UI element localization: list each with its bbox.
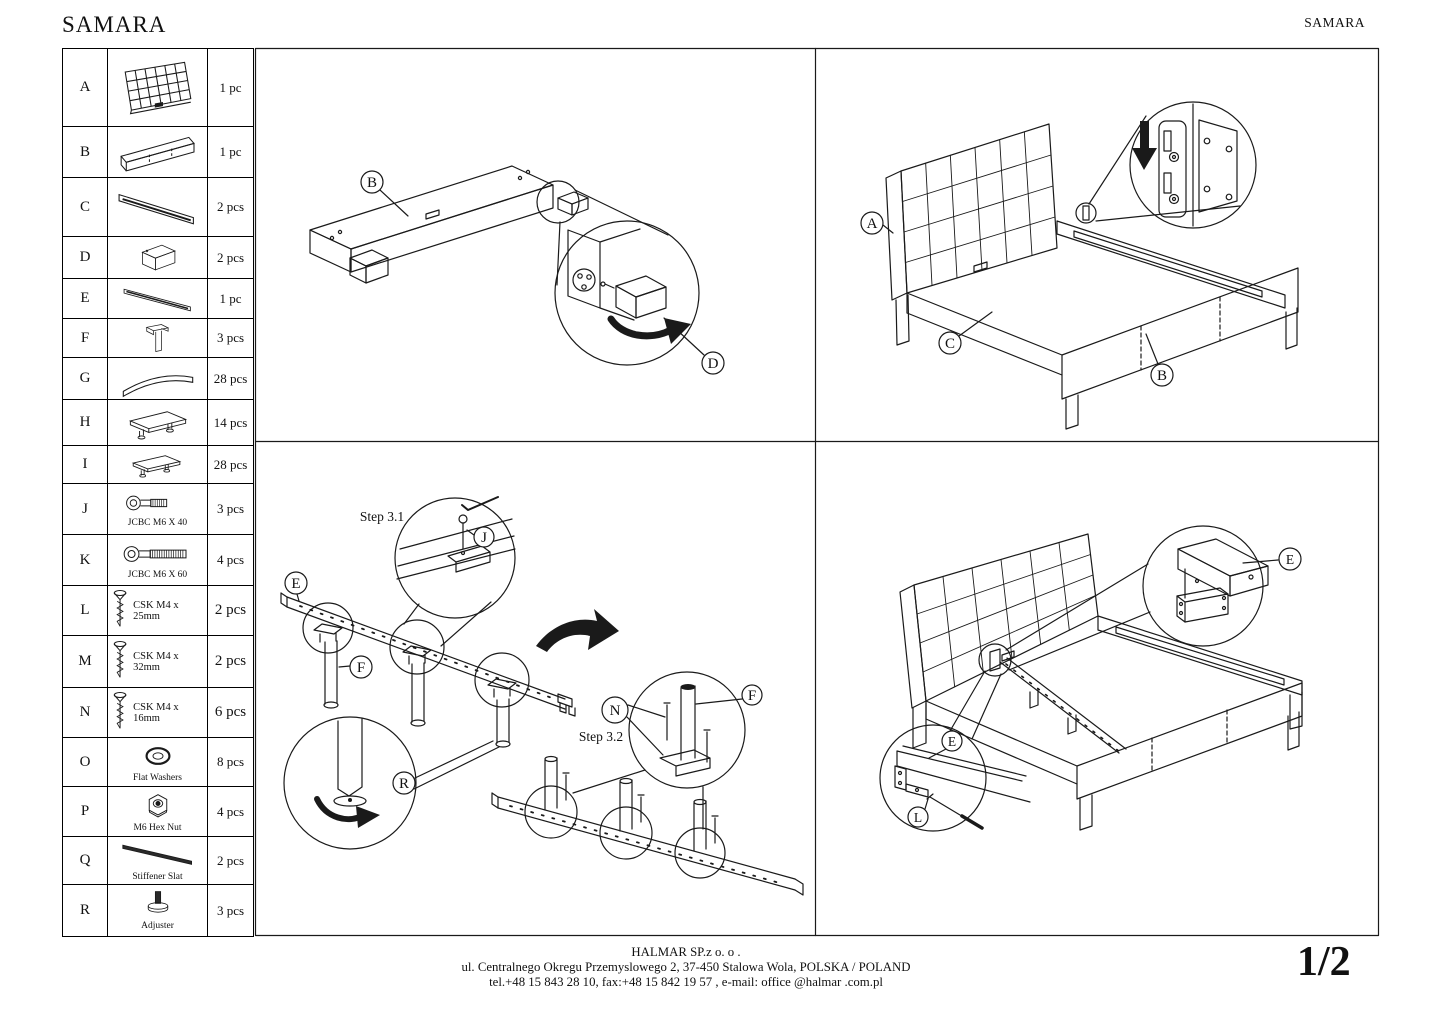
svg-text:F: F	[747, 688, 757, 704]
svg-text:J: J	[481, 530, 487, 546]
step2-frame-assembly-diagram	[883, 102, 1298, 429]
part-note: Flat Washers	[133, 772, 182, 783]
svg-text:D: D	[707, 356, 719, 372]
label-step3-f-left	[350, 656, 372, 678]
part-letter: H	[63, 400, 108, 445]
label-step3-f-right	[742, 685, 762, 705]
svg-text:E: E	[1285, 552, 1295, 567]
part-letter: Q	[63, 837, 108, 884]
part-qty: 4 pcs	[216, 552, 245, 567]
label-step2-a	[861, 212, 883, 234]
label-step3-j	[474, 527, 494, 547]
step3-1-caption: Step 3.1	[359, 509, 405, 524]
part-letter: O	[63, 738, 108, 786]
label-step3-e	[285, 572, 307, 594]
part-note: CSK M4 x 16mm	[133, 701, 179, 724]
svg-text:B: B	[1156, 368, 1168, 384]
svg-text:B: B	[366, 175, 378, 191]
product-title: SAMARA	[62, 12, 167, 37]
label-step2-c	[939, 332, 961, 354]
svg-text:C: C	[944, 336, 956, 352]
step3-center-rail-diagram	[281, 497, 803, 895]
part-qty: 3 pcs	[216, 501, 245, 516]
step4-rail-in-frame-diagram	[880, 526, 1302, 831]
part-qty: 14 pcs	[213, 414, 248, 430]
step1-footboard-assembly-diagram	[310, 166, 704, 365]
label-step4-e-top	[1279, 548, 1301, 570]
svg-text:E: E	[947, 734, 957, 749]
part-qty: 2 pcs	[216, 852, 245, 868]
sheet-borders	[256, 49, 1379, 936]
label-step4-e-left	[942, 731, 962, 751]
part-letter: A	[63, 49, 108, 126]
part-letter: G	[63, 358, 108, 399]
part-qty: 4 pcs	[216, 803, 245, 819]
part-note: JCBC M6 X 40	[127, 517, 188, 528]
part-letter: L	[63, 586, 108, 635]
label-step4-l	[908, 807, 928, 827]
part-qty: 1 pc	[219, 79, 242, 95]
label-step1-b	[361, 171, 383, 193]
part-qty: 6 pcs	[214, 704, 247, 720]
part-letter: R	[63, 885, 108, 936]
part-letter: I	[63, 446, 108, 483]
svg-text:E: E	[291, 576, 301, 592]
product-title-small: SAMARA	[1304, 15, 1365, 30]
part-qty: 2 pcs	[216, 249, 245, 265]
step3-2-caption: Step 3.2	[578, 729, 624, 744]
part-letter: M	[63, 636, 108, 687]
label-step3-r	[393, 772, 415, 794]
part-qty: 28 pcs	[213, 456, 248, 472]
part-note: JCBC M6 X 60	[127, 569, 188, 580]
part-letter: J	[63, 484, 108, 534]
part-letter: K	[63, 535, 108, 585]
page-number: 1/2	[1297, 939, 1351, 985]
footer-company-info	[461, 945, 910, 990]
svg-text:N: N	[609, 703, 621, 719]
part-qty: 2 pcs	[214, 602, 247, 618]
part-letter: B	[63, 127, 108, 177]
part-note: Adjuster	[141, 921, 174, 931]
part-letter: P	[63, 787, 108, 836]
part-qty: 1 pc	[219, 144, 242, 159]
footer-line2: ul. Centralnego Okregu Przemyslowego 2, 37-450 Stalowa Wola, POLSKA / POLAND	[461, 960, 911, 974]
label-step3-n	[602, 697, 628, 723]
part-letter: E	[63, 279, 108, 318]
part-note: CSK M4 x 25mm	[133, 599, 179, 622]
part-qty: 3 pcs	[216, 330, 245, 345]
footer-line3: tel.+48 15 843 28 10, fax:+48 15 842 19 57 , e-mail: office @halmar .com.pl	[489, 975, 883, 989]
svg-text:F: F	[356, 660, 366, 676]
part-note: M6 Hex Nut	[133, 822, 182, 833]
part-qty: 8 pcs	[216, 754, 245, 769]
part-qty: 2 pcs	[214, 653, 247, 669]
label-step2-b	[1151, 364, 1173, 386]
svg-text:A: A	[866, 216, 878, 232]
footer-line1: HALMAR SP.z o. o .	[631, 945, 741, 959]
part-qty: 3 pcs	[216, 902, 245, 918]
part-letter: N	[63, 688, 108, 737]
part-note: Stiffener Slat	[132, 872, 183, 882]
part-letter: D	[63, 237, 108, 278]
part-qty: 2 pcs	[216, 199, 245, 214]
label-step1-d	[702, 352, 724, 374]
part-letter: C	[63, 178, 108, 236]
part-note: CSK M4 x 32mm	[133, 650, 179, 673]
part-qty: 28 pcs	[213, 370, 248, 386]
part-letter: F	[63, 319, 108, 357]
svg-text:R: R	[398, 776, 410, 792]
svg-text:L: L	[913, 810, 923, 825]
part-qty: 1 pc	[219, 290, 242, 306]
